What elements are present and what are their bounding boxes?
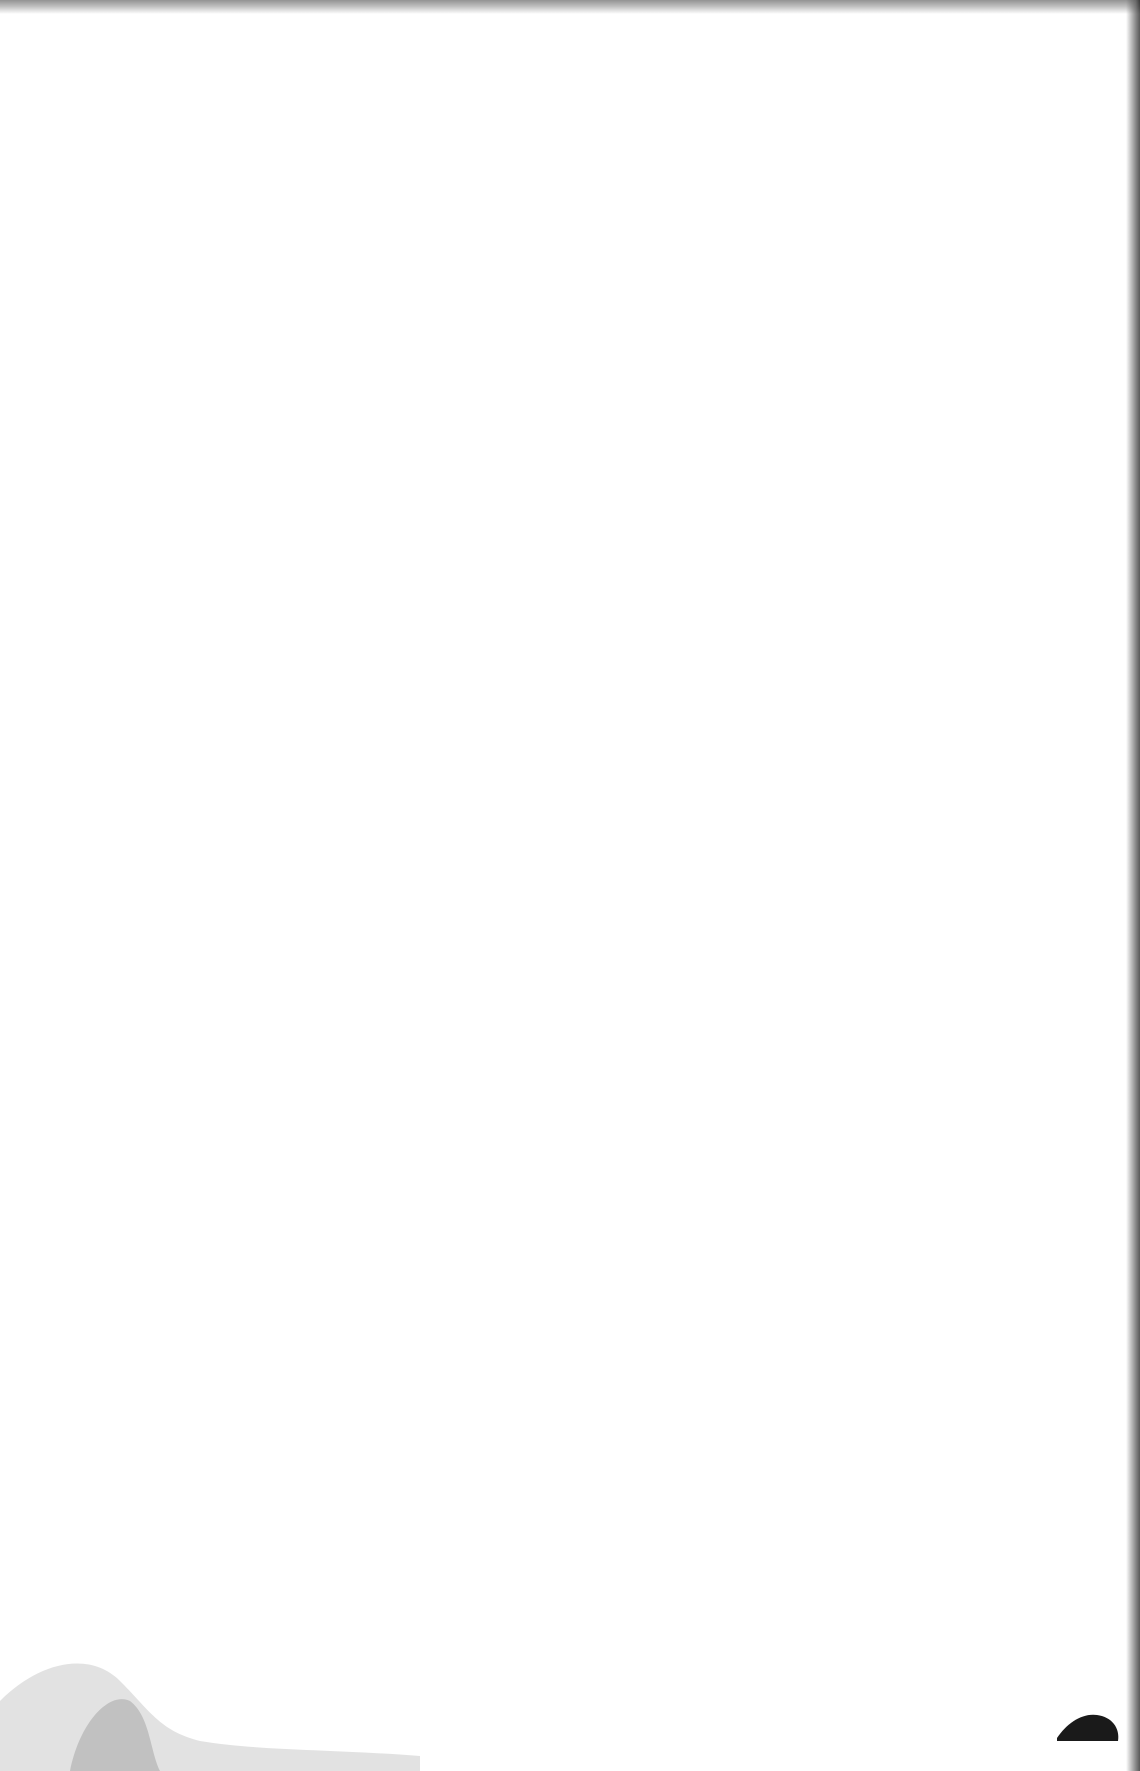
scan-ink-blot [1052, 1703, 1122, 1743]
scan-right-edge [1126, 0, 1140, 1771]
scan-top-edge [0, 0, 1140, 14]
scan-corner-artifact [0, 1581, 420, 1771]
